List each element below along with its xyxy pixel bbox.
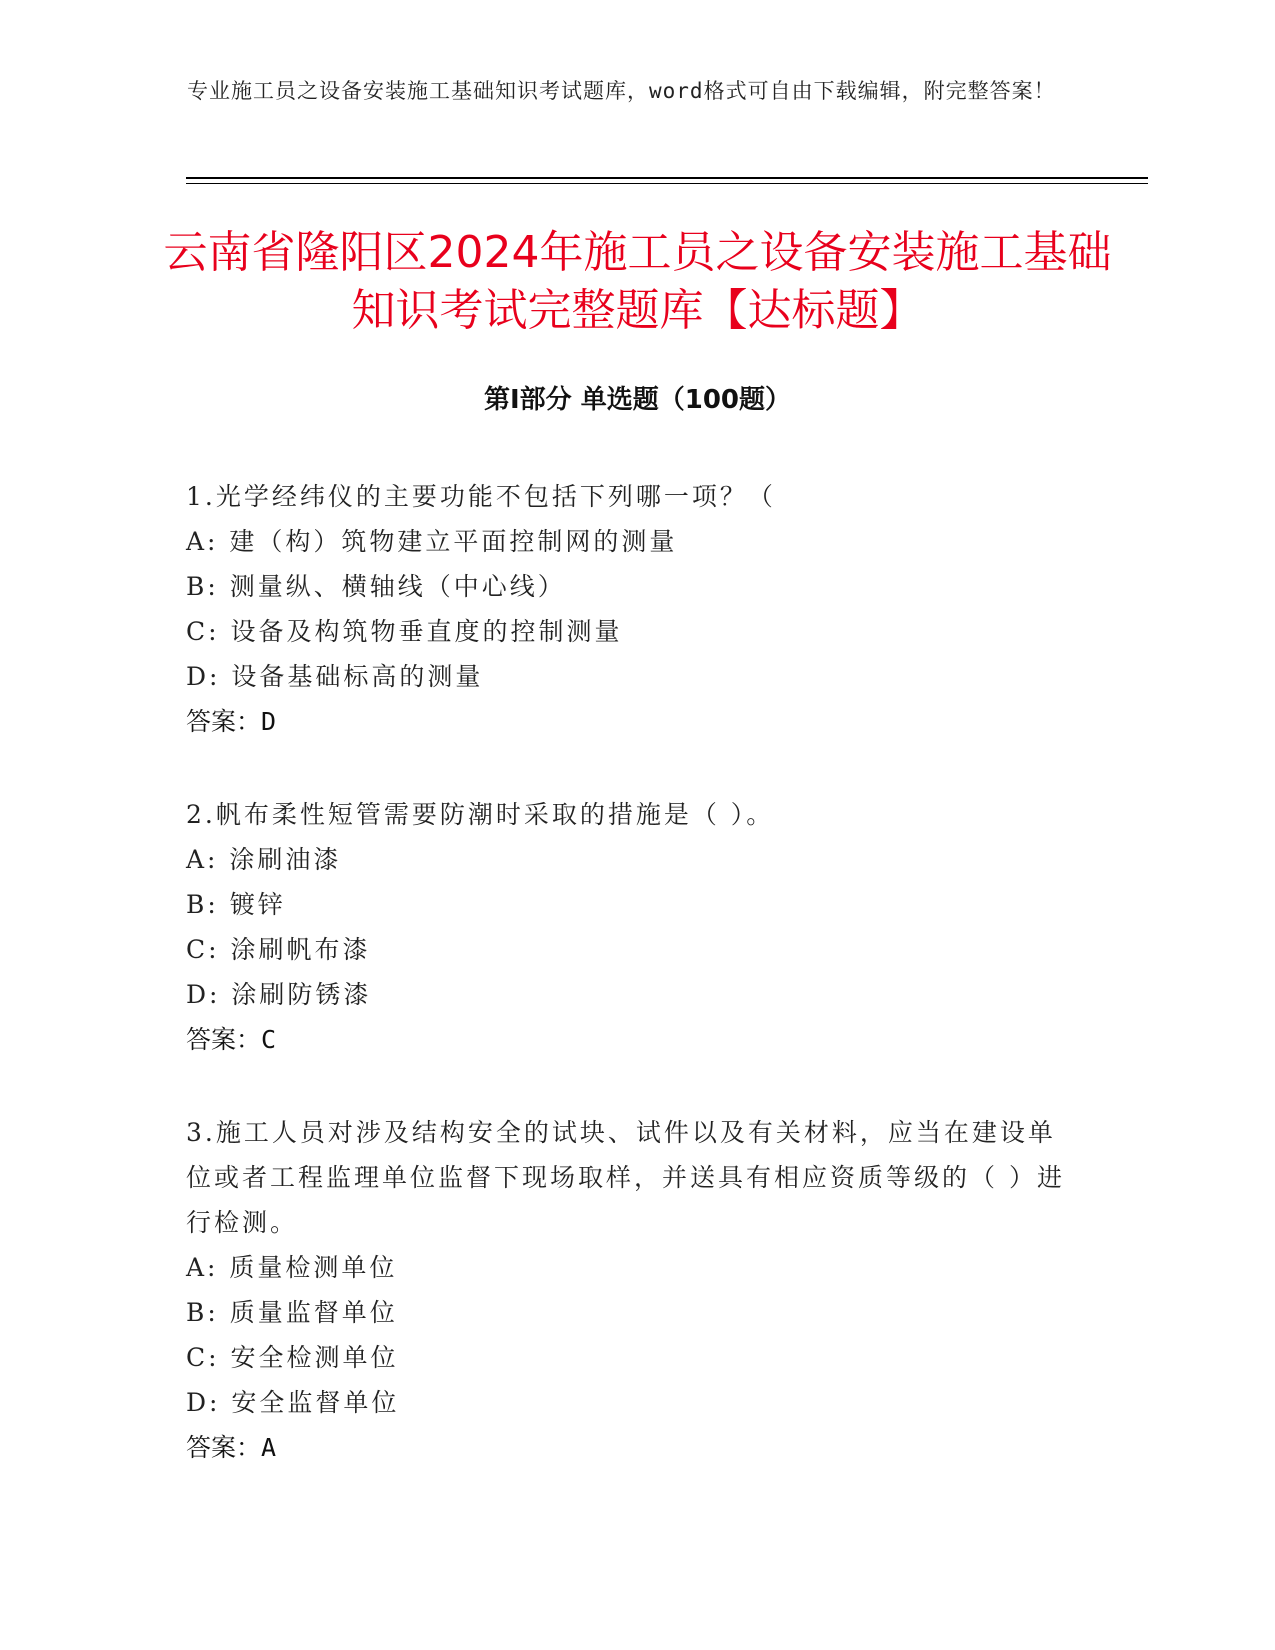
question-3 [186, 1110, 1066, 1470]
section-heading: 第Ⅰ部分 单选题（100题） [484, 385, 791, 415]
header-rule-thick [186, 177, 1148, 179]
document-title: 云南省隆阳区2024年施工员之设备安装施工基础知识考试完整题库【达标题】 [163, 227, 1112, 336]
answer-label: 答案： [186, 1433, 262, 1462]
option-a: A: 建（构）筑物建立平面控制网的测量 [186, 527, 678, 556]
option-c: C: 涂刷帆布漆 [186, 935, 371, 964]
option-b: B: 质量监督单位 [186, 1298, 398, 1327]
question-text: 3.施工人员对涉及结构安全的试块、试件以及有关材料，应当在建设单位或者工程监理单位监督下现场取样，并送具有相应资质等级的（ ）进行检测。 [186, 1118, 1065, 1237]
option-d: D: 涂刷防锈漆 [186, 980, 372, 1009]
answer-label: 答案： [186, 707, 262, 736]
option-d: D: 安全监督单位 [186, 1388, 400, 1417]
answer-value: C [261, 1025, 277, 1054]
answer-line [186, 1017, 1066, 1062]
question-list [186, 474, 1066, 1518]
option-d: D: 设备基础标高的测量 [186, 662, 484, 691]
option-b: B: 镀锌 [186, 890, 286, 919]
answer-label: 答案： [186, 1025, 262, 1054]
header-rule-thin [186, 183, 1148, 184]
option-a: A: 质量检测单位 [186, 1253, 398, 1282]
option-a: A: 涂刷油漆 [186, 845, 342, 874]
question-text: 2.帆布柔性短管需要防潮时采取的措施是（ ）。 [186, 800, 775, 829]
question-1 [186, 474, 1066, 744]
answer-line [186, 699, 1066, 744]
header-note: 专业施工员之设备安装施工基础知识考试题库，word格式可自由下载编辑，附完整答案！ [187, 79, 1056, 103]
answer-line [186, 1425, 1066, 1470]
answer-value: A [261, 1433, 277, 1462]
answer-value: D [261, 707, 277, 736]
option-c: C: 设备及构筑物垂直度的控制测量 [186, 617, 623, 646]
question-2 [186, 792, 1066, 1062]
question-text: 1.光学经纬仪的主要功能不包括下列哪一项？（ [186, 482, 776, 511]
option-b: B: 测量纵、横轴线（中心线） [186, 572, 566, 601]
option-c: C: 安全检测单位 [186, 1343, 399, 1372]
